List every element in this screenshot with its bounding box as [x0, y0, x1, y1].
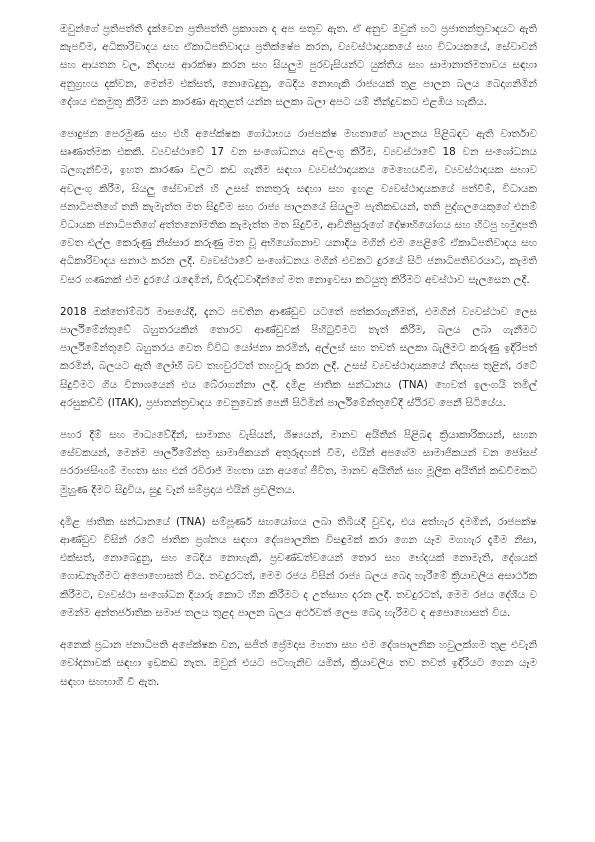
paragraph-attacks-disappearances: පහර දීම් සහ මාධ්‍යවේදීන්, සාමාන්‍ය වැසියන්, ශිෂ්‍යයන්, මානව අයිතීන් පිළිබඳ ක්‍රියාකාරිකයන්, සහන සේවකයන්, මෙන්ම පාර්ලිමේන්තු සාමාජිකයන් අතුරුදහන් වීම, එයින් අපගේම සාමාජිකයන් වන ජෝසප් පරරාජසිංහම් මහතා සහ එන් රවිරාජ් මහතා යන අයගේ ජීවිත, මානව අයිතීන් සහ මූලික අයිතීන් කඩවීමකට මුහුණ දීමට සිදුවිය, සුදු වෑන් සම්ප්‍රදාය එයින් ප්‍රචලිතය.: [60, 429, 537, 496]
paragraph-tna-support: දමිළ ජාතික සන්ධානයේ (TNA) සම්පූර්ණ සහයෝගය ලබා තිබියදී වුවද, එය අත්හැර දමමින්, රාජපක්ෂ ආණ්ඩුව විසින් රටේ ජාතික ප්‍රශ්නය සඳහා දේශපාලනික විසඳුමක් කරා ගෙන යෑම මගහැර දැමීම නිසා, එක්සත්, නොබෙදුනු, සහ බෙදිය නොහැකි, ප්‍රචණ්ඩත්වයෙන් තොර සහ භේදයක් නොමැති, දේශයක් ගොඩනැගීමට අපොහොසත් විය. තවදුරටත්, මෙම රජය විසින් රාජ්‍ය බලය බෙදා හැරීමේ ක්‍රියාවලිය අසාර්ථක කිරීමට, ව්‍යවස්ථා සංශෝධන දියාරු කොට හීන කිරීමට ද උත්සාහ දරන ලදී. තවදුරටත්, මෙම රජය දේශීය ව මෙන්ම අන්තර්ජාතික සමාජ තලය තුළද පාලන බලය අර්ථවත් ලෙස බෙදා හැරීමට ද අපොහොසත් විය.: [60, 515, 537, 619]
paragraph-sajith-premadasa: අනෙක් ප්‍රධාන ජනාධිපති අපේක්ෂක වන, සජිත් ප්‍රේමදාස මහතා සහ එම දේශපාලනික හවුලක්ගම තුළ එවැනි චෝදනාවක් සඳහා ඉඩකඩ නැත. ඔවුන් එයට පටහැනිව යමින්, ක්‍රියාවලිය තව තවත් ඉදිරියට ගෙන යෑම සඳහා සහභාගී වී ඇත.: [60, 639, 537, 688]
paragraph-october-2018: 2018 ඔක්තෝම්බර් මාසයේදී, දැනට පවතින ආණ්ඩුව යටතේ පත්කරගැනීමත්, එමගින් ව්‍යවස්ථාව ලෙස පාර්ලිමේන්තුවේ බහුතරයකින් තොරව ආණ්ඩුවක් පිහිටුවීමට තැත් කිරීම, බලය ලබා ගැනීමට පාර්ලිමේන්තුවේ බහුතරය වෙත විවිධ යෝජනා කරමින්, අල්ලස් සහ තවත් සලකා බැලීමට කරුණු ඉදිරිපත් කරමින්, බලයට ඇති ලෝභී බව තහවුරටත් තහවුරු කරන ලදී. උසස් ව්‍යවස්ථාදායකයේ නිදහස තුළින්, රටේ සිදුවීමට ගිය විනාශයෙන් එය බේරාගන්නා ලදී. දමිළ ජාතික සන්ධානය (TNA) හෙවත් ඉලංගයි තමිල් අරසුකච්චි (ITAK), ප්‍රජාතන්ත්‍රවාදය වෙනුවෙන් පෙනී සිටිමින් පාර්ලිමේන්තුවේදී ස්ථිරව පෙනී සිටියේය.: [60, 305, 537, 409]
paragraph-podujana-record: පොදුජන පෙරමුණ සහ එහි අපේක්ෂක ගෝඨාභය රාජපක්ෂ මහතාගේ පාලනය පිළිබඳව ඇති වාර්තාව සෘණාත්මක එකකි. ව්‍යවස්ථාවේ 17 වන සංශෝධනය අවලංගු කිරීම, ව්‍යවස්ථාවේ 18 වන සංශෝධනය බලගැන්වීම, ඉහත කාරණා වලට කඩ ගැනීම සඳහා ව්‍යවස්ථාදායකය මෙහෙයවීම, ව්‍යවස්ථාදායක සභාව අවලංගු කිරීම, සියලු සේවාවන් හි උසස් තනතුරු සඳහා සහ ඉහළ ව්‍යවස්ථාදායකයේ පත්වීම්, විධායක ජනාධිපතිගේ තනි කැමැත්ත මත සිදුවීම සහ රාජ්‍ය පාලනයේ සියලුම පැතිකඩයන්, තනි පුද්ගලයෙකුගේ එනම් විධායක ජනාධිපතිගේ අත්තනෝමතික කැමැත්ත මත සිදුවීම, ආවිනිසුරුගේ දෝෂාභියෝගය සහ හිටපු හමුදාපති වෙත එල්ල කෙරුණු නිස්සාර කරුණු මත වූ අභියෝගනාව යනාදිය මගින් එම පෙළිමේ ඒකාධිපතිවාදය සහ අධිකාරිවාදය සනාථ කරන ලදී. ව්‍යවස්ථාවේ සංශෝධනය මගින් එවකට දුරයේ සිටි ජනාධිපතිවරයාට, කැමති වසර ගණනක් එම දුරයේ රැඳෙමින්, විරුද්ධවාදීන්ගේ මත නොඉවසා කටයුතු කිරීමට අවස්ථාව සැලසෙන ලදී.: [60, 128, 537, 286]
paragraph-commitments: ඔවුන්ගේ ප්‍රතිපත්ති දැක්වෙන ප්‍රතිපත්ති ප්‍රකාශන ද අප සතුව ඇත. ඒ අනුව ඔවුන් හට ප්‍රජාතන්ත්‍රවාදයට ඇති කැපවීම, අධිකාරිවාදය සහ ඒකාධිපතිවාදය ප්‍රතික්ෂේප කරන, ව්‍යවස්ථාදායකයේ සහ විධායකයේ, සේවාවන් සහ ආයතන වල, නිදහස ආරක්ෂා කරන සහ සියලුම පුරවැසියන්ට යුක්තිය සහ සාමානාත්මතාවය සඳහා අනුග්‍රහය දක්වන, මෙන්ම එක්සත්, නොබෙදුනු, බෙදිය නොහැකි රාජ්‍යයක් තුළ පාලන බලය බෙදාගනිමින් දේශය එකමුතු කිරීම යන කාරණා ඇතුළත් යන්න සලකා බලා අපට යම් තීන්දුවකට එළඹිය හැකිය.: [60, 23, 537, 108]
